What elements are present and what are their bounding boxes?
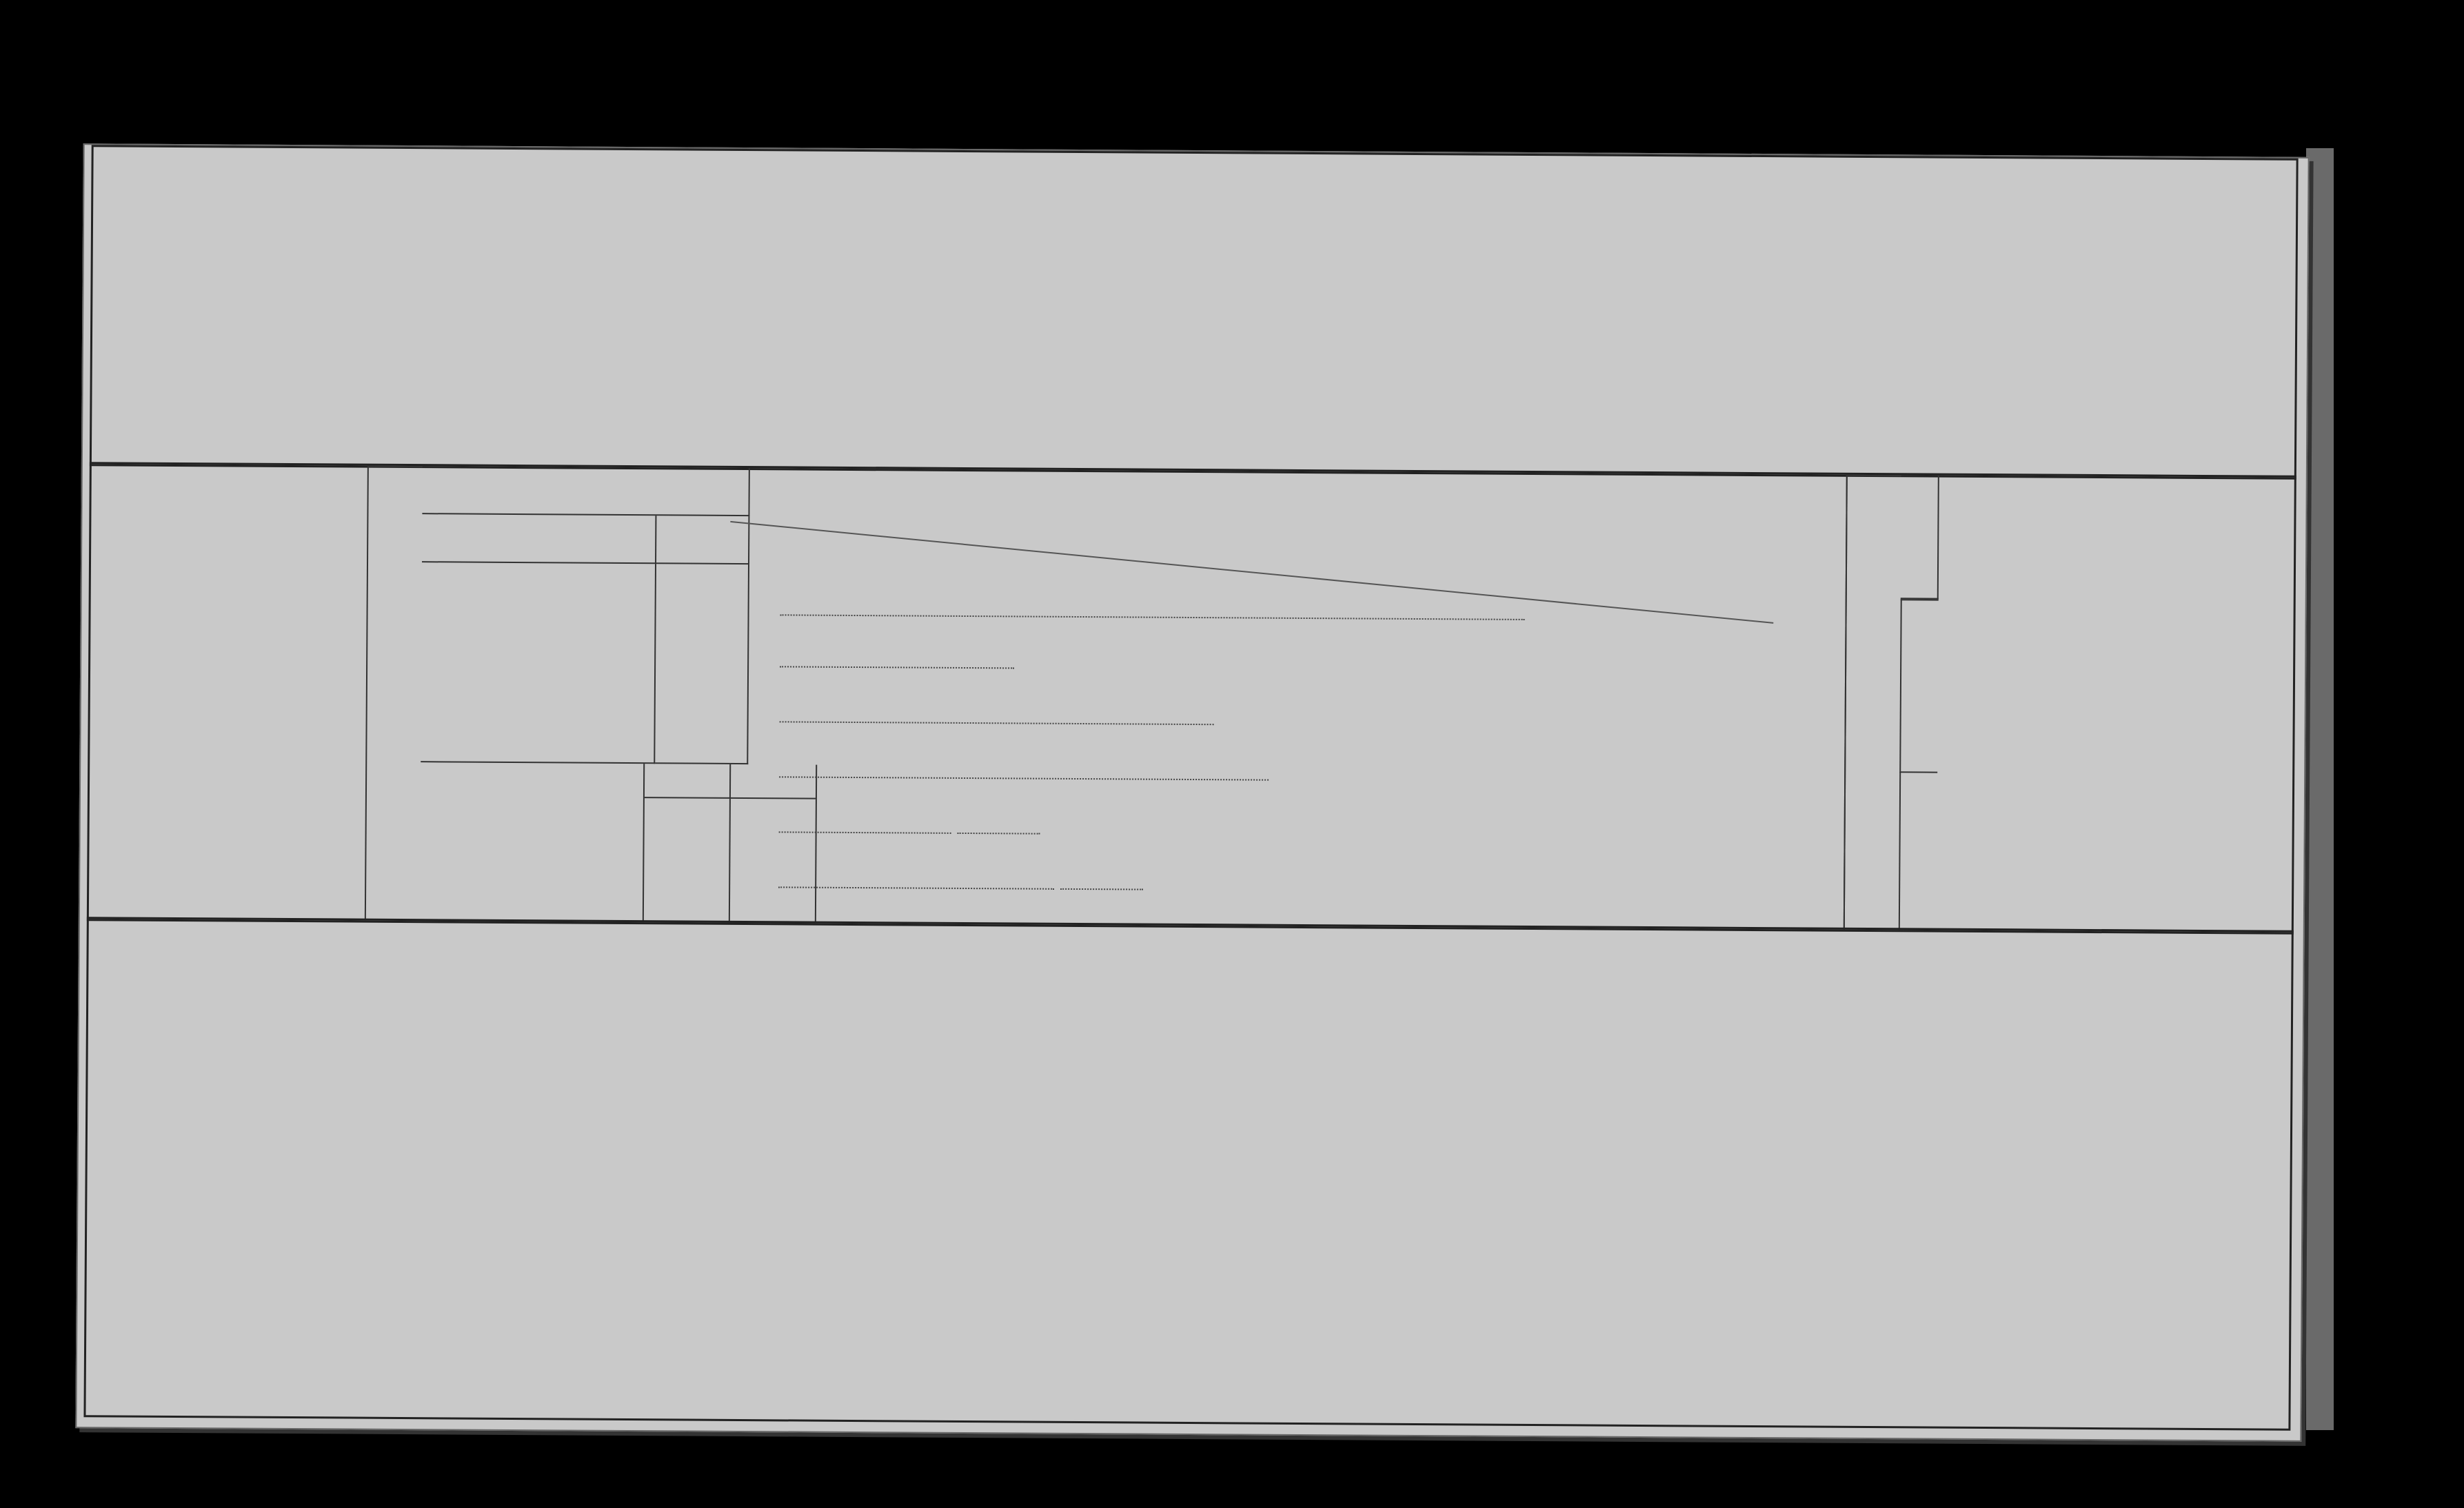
trade-row[interactable] [421, 562, 656, 764]
population-label [1844, 475, 1901, 930]
census-card [75, 143, 2309, 1442]
top-table [90, 145, 2299, 480]
trade-name-header [422, 514, 656, 564]
answer-market-distance[interactable] [1060, 888, 1143, 890]
question-market [778, 871, 1143, 895]
trade-qty-cell[interactable] [655, 564, 749, 764]
garden-cell[interactable] [644, 798, 731, 923]
trade-qty-header [656, 516, 749, 564]
answer-owner[interactable] [780, 614, 1525, 620]
question-land-type [780, 706, 1214, 730]
pop-group-women [1899, 599, 1939, 771]
bottom-table [83, 917, 2293, 1431]
middle-section [87, 462, 2296, 935]
answer-village-distance[interactable] [957, 833, 1040, 835]
trade-header [422, 466, 749, 516]
answer-land-type[interactable] [780, 721, 1214, 725]
answer-village[interactable] [779, 831, 951, 834]
private-farms-block-lower [816, 765, 1846, 930]
hired-workers-label [365, 466, 423, 921]
pop-group-men [1899, 771, 1937, 930]
question-owner-cont [780, 599, 1525, 625]
pop-group-blank [1901, 475, 1939, 599]
answer-other-land[interactable] [780, 666, 1014, 669]
question-farming [779, 761, 1269, 785]
sheet-edge [2306, 148, 2334, 1430]
answer-market[interactable] [778, 886, 1054, 889]
garden-col-desyatin [645, 764, 731, 799]
question-village [779, 816, 1040, 839]
garden-label-block [420, 762, 645, 922]
answer-farming[interactable] [779, 776, 1269, 780]
question-other-land [780, 651, 1014, 673]
